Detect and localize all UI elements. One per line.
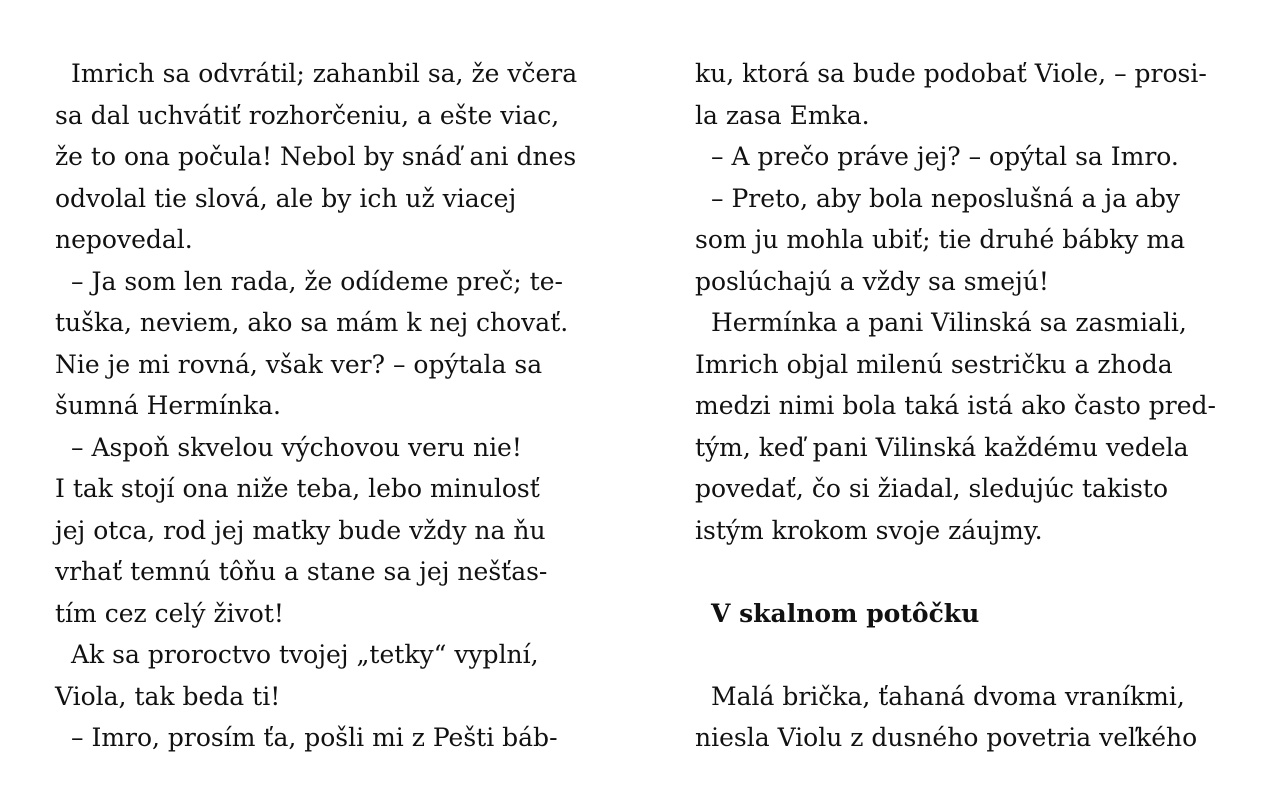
text-line: Ak sa proroctvo tvojej „tetky“ vyplní,	[71, 640, 539, 669]
paragraph-spacer	[695, 634, 1235, 676]
text-line: ku, ktorá sa bude podobať Viole, – prosi-	[695, 59, 1207, 88]
text-line: – Imro, prosím ťa, pošli mi z Pešti báb-	[71, 723, 558, 752]
text-line: – Ja som len rada, že odídeme preč; te-	[71, 266, 563, 296]
text-line: Imrich sa odvrátil; zahanbil sa, že včera	[71, 59, 578, 88]
text-line: Hermínka a pani Vilinská sa zasmiali,	[711, 308, 1187, 337]
left-page-column	[55, 53, 595, 759]
text-line: I tak stojí ona niže teba, lebo minulosť	[55, 474, 540, 503]
text-line: tuška, neviem, ako sa mám k nej chovať.	[55, 308, 569, 337]
text-line: Nie je mi rovná, však ver? – opýtala sa	[55, 349, 543, 379]
text-line: la zasa Emka.	[695, 100, 870, 130]
text-line: poslúchajú a vždy sa smejú!	[695, 266, 1049, 296]
text-line: Imrich objal milenú sestričku a zhoda	[695, 349, 1173, 379]
text-line: Viola, tak beda ti!	[55, 681, 281, 711]
text-line: šumná Hermínka.	[55, 391, 281, 420]
text-line: nepovedal.	[55, 225, 193, 254]
text-line: som ju mohla ubiť; tie druhé bábky ma	[695, 225, 1185, 254]
text-line: jej otca, rod jej matky bude vždy na ňu	[55, 515, 546, 545]
text-line: – Aspoň skvelou výchovou veru nie!	[71, 432, 522, 462]
text-line: – Preto, aby bola neposlušná a ja aby	[711, 183, 1181, 213]
text-line: že to ona počula! Nebol by snáď ani dnes	[55, 142, 577, 171]
chapter-heading: V skalnom potôčku	[711, 598, 980, 628]
paragraph-spacer	[695, 551, 1235, 593]
text-line: sa dal uchvátiť rozhorčeniu, a ešte viac,	[55, 100, 560, 130]
text-line: povedať, čo si žiadal, sledujúc takisto	[695, 474, 1169, 503]
text-line: Malá brička, ťahaná dvoma vraníkmi,	[711, 681, 1185, 711]
text-line: medzi nimi bola taká istá ako často pred-	[695, 391, 1216, 420]
right-page-column	[695, 53, 1235, 759]
text-line: odvolal tie slová, ale by ich už viacej	[55, 183, 517, 213]
text-line: – A prečo práve jej? – opýtal sa Imro.	[711, 142, 1179, 171]
text-line: tím cez celý život!	[55, 598, 284, 628]
text-line: istým krokom svoje záujmy.	[695, 515, 1043, 545]
text-line: niesla Violu z dusného povetria veľkého	[695, 723, 1198, 752]
text-line: vrhať temnú tôňu a stane sa jej nešťas-	[55, 557, 548, 586]
text-line: tým, keď pani Vilinská každému vedela	[695, 432, 1189, 462]
